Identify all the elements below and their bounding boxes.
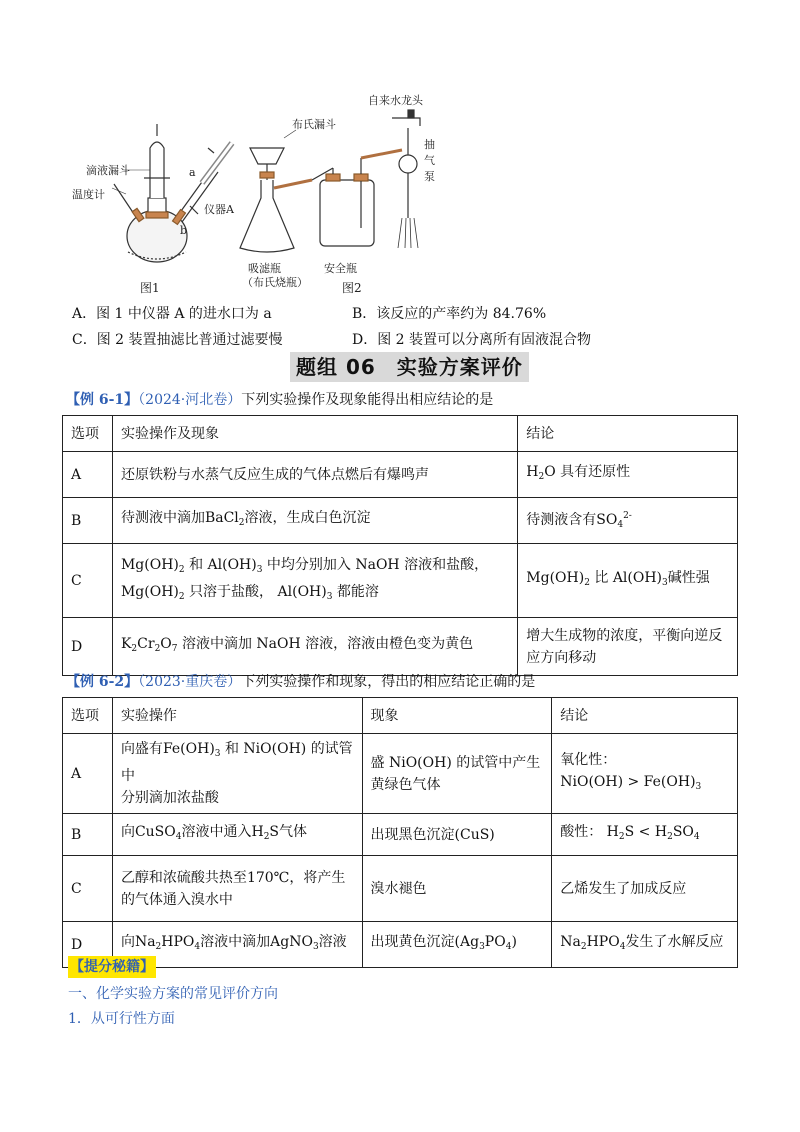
row-phenomenon: 溴水褪色 bbox=[362, 856, 552, 922]
apparatus-drawing bbox=[62, 88, 442, 298]
operation-line-2: 分别滴加浓盐酸 bbox=[120, 790, 219, 806]
option-a: A．图 1 中仪器 A 的进水口为 a bbox=[72, 306, 272, 322]
label-pump-2: 气 bbox=[424, 154, 435, 167]
operation-text: 和 bbox=[189, 556, 204, 573]
conclusion-text: 发生了水解反应 bbox=[625, 934, 724, 950]
row-operation: 向$Na_2HPO_4$溶液中滴加AgNO$_3$溶液 bbox=[112, 922, 362, 968]
header-operation: 实验操作及现象 bbox=[112, 416, 517, 452]
operation-text: 和 bbox=[224, 741, 239, 757]
operation-text: 中均分别加入 NaOH 溶液和盐酸， bbox=[266, 556, 489, 573]
example-6-2-table bbox=[62, 697, 738, 968]
phenomenon-text: 出现黄色沉淀 bbox=[370, 934, 455, 950]
example-tag: 【例 6-2】 bbox=[66, 674, 139, 690]
figure2-apparatus bbox=[240, 110, 420, 252]
operation-text-pre: 待测液中滴加 bbox=[120, 510, 205, 526]
label-port-a: a bbox=[189, 166, 196, 179]
row-operation: 待测液中滴加BaCl$_2$溶液，生成白色沉淀 bbox=[112, 498, 517, 544]
label-tap: 自来水龙头 bbox=[368, 94, 423, 107]
row-option: C bbox=[63, 544, 113, 618]
conclusion-text: 碱性强 bbox=[667, 570, 710, 586]
row-operation bbox=[112, 734, 362, 814]
row-operation bbox=[112, 544, 517, 618]
row-option: A bbox=[63, 452, 113, 498]
conclusion-line-1: 氧化性： bbox=[560, 752, 617, 768]
label-suction-flask-alt: （布氏烧瓶） bbox=[242, 276, 308, 289]
row-phenomenon: 出现黄色沉淀$(Ag_3PO_4)$ bbox=[362, 922, 552, 968]
row-conclusion: 待测液含有$SO_4^{2-}$ bbox=[518, 498, 738, 544]
label-suction-flask: 吸滤瓶 bbox=[248, 262, 281, 275]
header-operation: 实验操作 bbox=[112, 698, 362, 734]
option-c: C．图 2 装置抽滤比普通过滤要慢 bbox=[72, 332, 283, 348]
row-option: D bbox=[63, 618, 113, 676]
table-row bbox=[63, 618, 738, 676]
example-source: （2023·重庆卷） bbox=[138, 674, 242, 690]
label-pump-1: 抽 bbox=[424, 138, 435, 151]
label-safety-bottle: 安全瓶 bbox=[324, 262, 357, 275]
row-conclusion: $Na_2HPO_4$发生了水解反应 bbox=[552, 922, 738, 968]
operation-text: 向 bbox=[120, 934, 135, 950]
row-conclusion: 增大生成物的浓度，平衡向逆反应方向移动 bbox=[518, 618, 738, 676]
label-pump-3: 泵 bbox=[424, 170, 435, 183]
operation-text: 气体 bbox=[279, 824, 308, 840]
operation-text-post: 溶液，生成白色沉淀 bbox=[244, 510, 371, 526]
row-option: A bbox=[63, 734, 113, 814]
header-conclusion: 结论 bbox=[552, 698, 738, 734]
header-conclusion: 结论 bbox=[518, 416, 738, 452]
phenomenon-text: 盛 bbox=[370, 754, 385, 771]
options-row-2 bbox=[72, 327, 692, 353]
conclusion-text: 酸性： bbox=[560, 824, 603, 840]
row-conclusion: $H_2O$ 具有还原性 bbox=[518, 452, 738, 498]
operation-line-2: 的气体通入溴水中 bbox=[120, 891, 233, 908]
table-header-row bbox=[63, 416, 738, 452]
operation-text: 的试管中 bbox=[120, 741, 353, 784]
table-row bbox=[63, 734, 738, 814]
row-option: B bbox=[63, 814, 113, 856]
option-b: B．该反应的产率约为 84.76% bbox=[352, 306, 547, 322]
operation-text: 溶液中通入 bbox=[181, 824, 252, 840]
operation-text: 都能溶 bbox=[336, 583, 379, 600]
example-question: 下列实验操作及现象能得出相应结论的是 bbox=[241, 392, 494, 408]
example-6-2-heading bbox=[66, 671, 535, 693]
example-tag: 【例 6-1】 bbox=[66, 392, 139, 408]
header-option: 选项 bbox=[63, 416, 113, 452]
options-row-1 bbox=[72, 301, 692, 327]
table-row bbox=[63, 498, 738, 544]
phenomenon-line-1: 盛 NiO(OH) 的试管中产生 bbox=[370, 754, 541, 771]
operation-line-1: $Mg(OH)_2$ 和 $Al(OH)_3$ 中均分别加入 NaOH 溶液和盐酸， bbox=[120, 556, 489, 575]
example-question: 下列实验操作和现象，得出的相应结论正确的是 bbox=[241, 674, 536, 690]
conclusion-text: 比 bbox=[594, 570, 609, 586]
table-row bbox=[63, 544, 738, 618]
row-conclusion: 酸性： $H_2S < H_2SO_4$ bbox=[552, 814, 738, 856]
header-option: 选项 bbox=[63, 698, 113, 734]
operation-line-2: $Mg(OH)_2$ 只溶于盐酸， $Al(OH)_3$ 都能溶 bbox=[120, 583, 379, 602]
operation-line-1: 向盛有$Fe(OH)_3$ 和 NiO(OH) 的试管中 bbox=[120, 741, 353, 784]
operation-text: ，将产生 bbox=[289, 869, 346, 886]
operation-text: 只溶于盐酸， bbox=[189, 583, 274, 600]
operation-text: 溶液 bbox=[318, 934, 347, 950]
operation-text: 乙醇和浓硫酸共热至 bbox=[120, 869, 247, 886]
table-row bbox=[63, 922, 738, 968]
header-phenomenon: 现象 bbox=[362, 698, 552, 734]
group-title: 题组 06 实验方案评价 bbox=[290, 352, 529, 382]
phenomenon-line-2: 黄绿色气体 bbox=[370, 776, 441, 793]
table-row bbox=[63, 814, 738, 856]
label-thermometer: 温度计 bbox=[72, 188, 105, 201]
row-operation: 向CuSO$_4$溶液中通入$H_2S$气体 bbox=[112, 814, 362, 856]
tips-tag: 【提分秘籍】 bbox=[68, 956, 156, 978]
row-operation bbox=[112, 856, 362, 922]
row-phenomenon: 出现黑色沉淀(CuS) bbox=[362, 814, 552, 856]
subsection-title: 1．从可行性方面 bbox=[68, 1011, 175, 1027]
conclusion-line-2: $NiO(OH) > Fe(OH)_3$ bbox=[560, 774, 702, 792]
row-conclusion bbox=[552, 734, 738, 814]
operation-line-1: 乙醇和浓硫酸共热至170℃，将产生 bbox=[120, 869, 346, 886]
label-dropping-funnel: 滴液漏斗 bbox=[86, 164, 130, 177]
row-option: B bbox=[63, 498, 113, 544]
conclusion-text: 待测液含有 bbox=[526, 512, 597, 528]
row-conclusion: $Mg(OH)_2$ 比 $Al(OH)_3$碱性强 bbox=[518, 544, 738, 618]
operation-text: 向 bbox=[120, 824, 135, 840]
label-instrument-a: 仪器A bbox=[204, 203, 234, 216]
figure1-apparatus bbox=[112, 124, 232, 262]
conclusion-text: 具有还原性 bbox=[560, 464, 631, 480]
table-row bbox=[63, 452, 738, 498]
operation-text: 溶液中滴加 NaOH 溶液，溶液由橙色变为黄色 bbox=[181, 636, 474, 652]
section-title: 一、化学实验方案的常见评价方向 bbox=[68, 986, 278, 1002]
example-source: （2024·河北卷） bbox=[138, 392, 242, 408]
example-6-1-heading bbox=[66, 389, 493, 411]
operation-text: 向盛有 bbox=[120, 741, 163, 757]
figure2-caption: 图2 bbox=[342, 281, 362, 295]
row-option: C bbox=[63, 856, 113, 922]
figure1-caption: 图1 bbox=[140, 281, 160, 295]
row-phenomenon bbox=[362, 734, 552, 814]
answer-options bbox=[72, 301, 692, 353]
example-6-1-table bbox=[62, 415, 738, 676]
label-port-b: b bbox=[180, 224, 188, 237]
row-operation: $K_2Cr_2O_7$ 溶液中滴加 NaOH 溶液，溶液由橙色变为黄色 bbox=[112, 618, 517, 676]
table-header-row bbox=[63, 698, 738, 734]
table-row bbox=[63, 856, 738, 922]
row-option: D bbox=[63, 922, 113, 968]
operation-text: 溶液中滴加 bbox=[200, 934, 271, 950]
label-buchner-funnel: 布氏漏斗 bbox=[292, 118, 336, 131]
phenomenon-text: 的试管中产生 bbox=[456, 754, 541, 771]
row-conclusion: 乙烯发生了加成反应 bbox=[552, 856, 738, 922]
row-operation: 还原铁粉与水蒸气反应生成的气体点燃后有爆鸣声 bbox=[112, 452, 517, 498]
option-d: D．图 2 装置可以分离所有固液混合物 bbox=[352, 332, 592, 348]
apparatus-figure bbox=[62, 88, 442, 298]
